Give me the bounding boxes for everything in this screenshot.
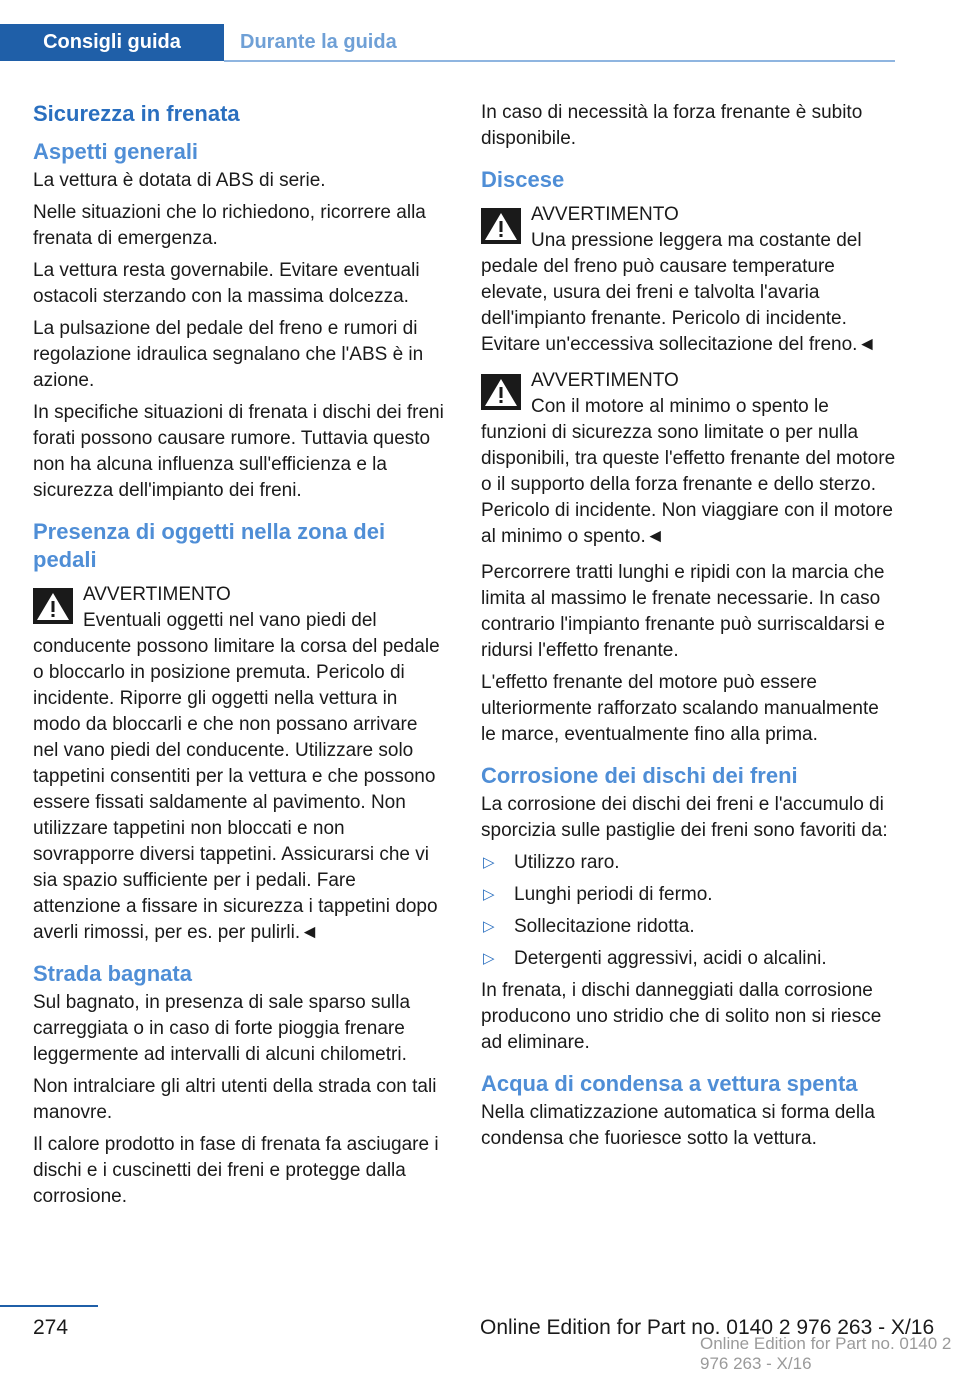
paragraph: La vettura resta governabile. Evitare eventuali ostacoli sterzando con la massima dolcezza.: [33, 260, 420, 307]
warning-label: AVVERTIMENTO: [531, 370, 679, 391]
list-item: ▷ Sollecitazione ridotta.: [481, 914, 896, 940]
paragraph: Nella climatizzazione automatica si forma della condensa che fuoriesce sotto la vettura.: [481, 1102, 875, 1149]
list-item: ▷ Lunghi periodi di fermo.: [481, 882, 896, 908]
section-heading-aspetti-generali: Aspetti generali: [33, 139, 199, 164]
footer-rule: [0, 1305, 98, 1307]
bullet-arrow-icon: ▷: [483, 886, 495, 903]
list-item: ▷ Detergenti aggressivi, acidi o alcalini.: [481, 946, 896, 972]
paragraph: Percorrere tratti lunghi e ripidi con la marcia che limita al massimo le frenate necessarie. In caso contrario l'impianto frenante può surriscaldarsi e ridursi l'effetto frenante.: [481, 562, 885, 661]
watermark: Online Edition for Part no. 0140 2 976 263 - X/16: [700, 1334, 952, 1373]
bullet-list: [481, 850, 896, 972]
paragraph: In caso di necessità la forza frenante è subito disponibile.: [481, 102, 863, 149]
list-item: ▷ Utilizzo raro.: [481, 850, 896, 876]
bullet-arrow-icon: ▷: [483, 950, 495, 967]
warning-block: [33, 582, 448, 946]
tab-durante-la-guida[interactable]: Durante la guida: [240, 31, 397, 53]
paragraph: Il calore prodotto in fase di frenata fa asciugare i dischi e i cuscinetti dei freni e protegge dalla corrosione.: [33, 1134, 439, 1207]
section-heading-discese: Discese: [481, 167, 565, 192]
warning-block: [481, 368, 896, 550]
paragraph: Sul bagnato, in presenza di sale sparso sulla carreggiata o in caso di forte pioggia frenare leggermente ad intervalli di alcuni chilometri.: [33, 992, 411, 1065]
warning-label: AVVERTIMENTO: [531, 204, 679, 225]
warning-triangle-icon: [33, 588, 73, 624]
header-tabs: [0, 24, 895, 62]
page-title: Sicurezza in frenata: [33, 101, 240, 126]
section-heading-condensa: Acqua di condensa a vettura spenta: [481, 1071, 858, 1096]
paragraph: L'effetto frenante del motore può essere ulteriormente rafforzato scalando manualmente le marce, eventualmente fino alla prima.: [481, 672, 879, 745]
warning-text: Una pressione leggera ma costante del pedale del freno può causare temperature elevate, usura dei freni e talvolta l'avaria dell'impianto frenante. Pericolo di incidente. Evitare un'eccessiva sollecitazione del freno.◄: [481, 230, 877, 355]
warning-text: Con il motore al minimo o spento le funzioni di sicurezza sono limitate o per nulla disponibili, tra queste l'effetto frenante del motore o il supporto della forza frenante e dello sterzo. Pericolo di incidente. Non viaggiare con il motore al minimo o spento.◄: [481, 396, 896, 547]
paragraph: In specifiche situazioni di frenata i dischi dei freni forati possono causare rumore. Tuttavia questo non ha alcuna influenza sull'efficienza e la sicurezza dell'impianto dei freni.: [33, 402, 444, 501]
bullet-arrow-icon: ▷: [483, 918, 495, 935]
tab-consigli-guida[interactable]: Consigli guida: [0, 24, 224, 61]
page-number: 274: [33, 1316, 69, 1339]
paragraph: La pulsazione del pedale del freno e rumori di regolazione idraulica segnalano che l'ABS è in azione.: [33, 318, 424, 391]
header-divider: [224, 60, 895, 62]
edition-text: Online Edition for Part no. 0140 2 976 263 - X/16: [480, 1316, 935, 1339]
warning-triangle-icon: [481, 374, 521, 410]
paragraph: La vettura è dotata di ABS di serie.: [33, 170, 326, 191]
bullet-arrow-icon: ▷: [483, 854, 495, 871]
paragraph: In frenata, i dischi danneggiati dalla corrosione producono uno stridio che di solito non si riesce ad eliminare.: [481, 980, 882, 1053]
paragraph: Nelle situazioni che lo richiedono, ricorrere alla frenata di emergenza.: [33, 202, 426, 249]
warning-text: Eventuali oggetti nel vano piedi del conducente possono limitare la corsa del pedale o bloccarlo in posizione premuta. Pericolo di incidente. Riporre gli oggetti nella vettura in modo da bloccarli e che non possano arrivare nel vano piedi del conducente. Utilizzare solo tappetini consentiti per la vettura e che possono essere fissati saldamente al pavimento. Non utilizzare tappetini non bloccati e non sovrapporre diversi tappetini. Assicurarsi che vi sia spazio sufficiente per i pedali. Fare attenzione a fissare in sicurezza i tappetini dopo averli rimossi, per es. per pulirli.◄: [33, 610, 440, 943]
section-heading-corrosione: Corrosione dei dischi dei freni: [481, 763, 798, 788]
right-column: [481, 100, 896, 1158]
paragraph: Non intralciare gli altri utenti della strada con tali manovre.: [33, 1076, 437, 1123]
warning-block: [481, 202, 896, 358]
paragraph: La corrosione dei dischi dei freni e l'accumulo di sporcizia sulle pastiglie dei freni sono favoriti da:: [481, 794, 888, 841]
section-heading-oggetti-pedali: Presenza di oggetti nella zona dei pedali: [33, 519, 386, 572]
left-column: [33, 100, 448, 1216]
warning-triangle-icon: [481, 208, 521, 244]
warning-label: AVVERTIMENTO: [83, 584, 231, 605]
section-heading-strada-bagnata: Strada bagnata: [33, 961, 192, 986]
